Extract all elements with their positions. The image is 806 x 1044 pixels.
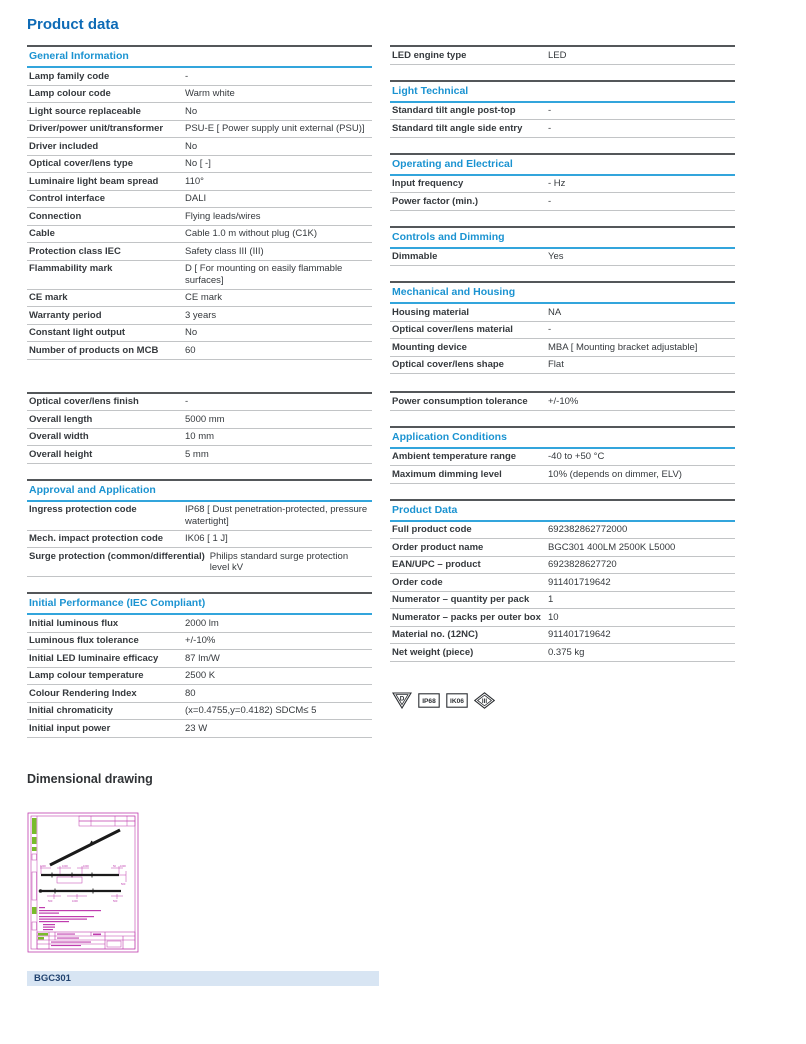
spec-label: Mech. impact protection code [29,533,164,544]
section-header: Light Technical [390,82,735,103]
svg-text:IK06: IK06 [450,697,464,705]
section-header: Initial Performance (IEC Compliant) [27,594,372,615]
section-header: General Information [27,47,372,68]
spec-value: DALI [185,193,207,204]
spec-row [27,208,372,226]
svg-text:D: D [399,694,405,702]
spec-row [390,249,735,267]
spec-row [27,325,372,343]
spec-row [27,226,372,244]
svg-text:500: 500 [113,899,118,903]
spec-row [27,531,372,549]
spec-label: Lamp family code [29,70,110,82]
spec-value: - [548,105,552,116]
spec-value: PSU-E [ Power supply unit external (PSU)] [185,123,365,134]
spec-value: 87 lm/W [185,652,220,664]
spec-label: Control interface [29,193,106,204]
spec-label: Connection [29,210,82,222]
spec-value: Philips standard surge protection level kV [209,550,349,573]
spec-section-light-technical [390,80,735,138]
spec-row [27,173,372,191]
spec-label: Power factor (min.) [392,195,479,207]
spec-sections-right [390,45,735,662]
spec-label: Optical cover/lens shape [392,359,504,370]
spec-value: Safety class III (III) [185,245,264,257]
spec-label: Optical cover/lens finish [29,396,139,407]
spec-row [27,446,372,464]
spec-value: 0.375 kg [548,646,585,658]
spec-row [390,466,735,484]
spec-row [390,449,735,467]
spec-row [390,627,735,645]
spec-section-mechanical-and-housing [390,281,735,374]
spec-value: 911401719642 [548,576,611,588]
spec-label: Initial luminous flux [29,617,119,629]
spec-value: 110° [185,175,204,187]
svg-text:1000: 1000 [62,864,68,868]
spec-row [390,322,735,340]
spec-label: Order product name [392,541,484,553]
flammability-d-icon [392,692,412,709]
spec-label: Driver included [29,140,99,152]
spec-value: 692382862772000 [548,524,628,535]
drawing-caption-bar: BGC301 [27,971,379,986]
spec-value: (x=0.4755,y=0.4182) SDCM≤ 5 [185,705,317,716]
spec-value: 23 W [185,722,208,734]
spec-section-approval-and-application [27,479,372,578]
svg-text:1000: 1000 [83,864,89,868]
spec-row [27,138,372,156]
spec-label: Initial chromaticity [29,705,113,716]
spec-row [27,429,372,447]
spec-value: 60 [185,344,196,356]
spec-section-continuation [390,45,735,65]
spec-row [27,685,372,703]
spec-row [27,633,372,651]
spec-column-right [390,45,735,709]
spec-row [27,191,372,209]
spec-label: Light source replaceable [29,105,141,117]
spec-row [27,156,372,174]
spec-value: No [185,105,198,117]
spec-row [27,103,372,121]
spec-section-general-information [27,45,372,360]
spec-row [390,644,735,662]
spec-label: Material no. (12NC) [392,629,479,640]
spec-value: 1 [548,594,554,605]
spec-label: Warranty period [29,309,102,321]
spec-row [27,394,372,412]
spec-row [27,307,372,325]
spec-value: - [548,324,552,335]
spec-columns [27,45,779,738]
spec-label: Dimmable [392,251,438,262]
spec-row [27,720,372,738]
spec-row [27,86,372,104]
dimensional-drawing-section [27,772,779,986]
section-header: Operating and Electrical [390,155,735,176]
spec-label: Input frequency [392,178,464,189]
spec-value: - [548,122,552,134]
spec-label: Power consumption tolerance [392,395,528,407]
spec-value: 5 mm [185,448,209,460]
spec-value: 80 [185,687,196,699]
spec-row [390,304,735,322]
spec-value: 10 mm [185,431,215,442]
spec-label: Number of products on MCB [29,344,159,356]
spec-value: Warm white [185,88,235,99]
spec-row [27,703,372,721]
svg-text:500: 500 [121,882,126,886]
spec-row [390,176,735,194]
spec-row [390,120,735,138]
spec-label: Overall width [29,431,89,442]
ip68-rating-icon [418,693,440,708]
spec-value: IP68 [ Dust penetration-protected, pressure watertight] [185,504,368,527]
spec-row [27,290,372,308]
section-header: Product Data [390,501,735,522]
dimensional-drawing-figure [27,812,779,958]
spec-section-product-data [390,499,735,662]
spec-row [390,574,735,592]
spec-value: -40 to +50 °C [548,451,605,462]
spec-label: CE mark [29,292,68,303]
spec-label: Luminous flux tolerance [29,635,139,646]
spec-label: Lamp colour temperature [29,670,144,681]
section-header: Approval and Application [27,481,372,502]
svg-text:50: 50 [113,864,116,868]
spec-section-continuation [390,391,735,411]
spec-label: Luminaire light beam spread [29,175,159,187]
spec-value: No [185,327,198,338]
svg-text:500: 500 [48,899,53,903]
spec-row [27,243,372,261]
spec-value: D [ For mounting on easily flammable surfaces] [185,263,343,286]
spec-value: 10 [548,611,559,623]
spec-row [390,103,735,121]
spec-label: Overall length [29,413,93,425]
page-title: Product data [27,16,119,33]
class-iii-icon [474,692,495,709]
spec-value: +/-10% [185,635,216,646]
spec-row [27,261,372,290]
spec-value: - [185,396,189,407]
spec-label: Standard tilt angle post-top [392,105,516,116]
spec-row [390,557,735,575]
spec-value: 2500 K [185,670,216,681]
svg-text:1000: 1000 [72,899,78,903]
spec-label: Initial input power [29,722,111,734]
svg-text:1000: 1000 [40,864,46,868]
spec-label: Overall height [29,448,93,460]
spec-row [390,539,735,557]
spec-label: EAN/UPC – product [392,559,481,570]
spec-label: Driver/power unit/transformer [29,123,164,134]
spec-value: CE mark [185,292,222,303]
spec-row [27,502,372,531]
spec-value: 10% (depends on dimmer, ELV) [548,468,682,480]
spec-label: Surge protection (common/differential) [29,550,205,562]
spec-row [390,609,735,627]
spec-row [390,193,735,211]
spec-label: Cable [29,228,55,239]
spec-label: Maximum dimming level [392,468,502,480]
spec-section-initial-performance-iec-compliant [27,592,372,738]
spec-section-application-conditions [390,426,735,484]
spec-value: NA [548,306,562,318]
spec-label: Ambient temperature range [392,451,517,462]
section-header: Mechanical and Housing [390,283,735,304]
spec-section-operating-and-electrical [390,153,735,211]
dimensional-drawing-title: Dimensional drawing [27,771,153,786]
spec-value: MBA [ Mounting bracket adjustable] [548,341,698,353]
dimensional-drawing-image [27,812,139,953]
spec-row [390,393,735,411]
spec-row [27,668,372,686]
spec-label: Standard tilt angle side entry [392,122,523,134]
spec-label: Full product code [392,524,472,535]
spec-value: - [185,70,189,82]
spec-row [27,548,372,577]
spec-label: Lamp colour code [29,88,111,99]
spec-row [390,357,735,375]
spec-row [27,121,372,139]
spec-label: Protection class IEC [29,245,121,257]
spec-value: Flying leads/wires [185,210,261,222]
spec-column-left [27,45,372,738]
spec-label: LED engine type [392,49,467,61]
spec-label: Optical cover/lens material [392,324,513,335]
spec-value: No [ -] [185,158,211,169]
spec-label: Numerator – packs per outer box [392,611,541,623]
svg-text:III: III [481,697,488,705]
spec-label: Colour Rendering Index [29,687,137,699]
spec-value: Flat [548,359,564,370]
spec-value: +/-10% [548,395,579,407]
spec-section-controls-and-dimming [390,226,735,267]
spec-label: Optical cover/lens type [29,158,134,169]
spec-value: - Hz [548,178,566,189]
spec-label: Housing material [392,306,470,318]
spec-label: Initial LED luminaire efficacy [29,652,159,664]
section-header: Controls and Dimming [390,228,735,249]
spec-label: Flammability mark [29,263,113,274]
section-header: Application Conditions [390,428,735,449]
spec-label: Ingress protection code [29,504,137,515]
spec-value: BGC301 400LM 2500K L5000 [548,541,676,553]
spec-value: IK06 [ 1 J] [185,533,228,544]
spec-value: No [185,140,198,152]
spec-value: Yes [548,251,564,262]
spec-value: LED [548,49,567,61]
spec-value: Cable 1.0 m without plug (C1K) [185,228,318,239]
spec-row [27,411,372,429]
ik06-rating-icon [446,693,468,708]
spec-label: Constant light output [29,327,126,338]
spec-row [27,68,372,86]
spec-label: Order code [392,576,443,588]
spec-row [390,592,735,610]
spec-value: 911401719642 [548,629,611,640]
spec-label: Net weight (piece) [392,646,474,658]
spec-row [390,522,735,540]
spec-row [27,650,372,668]
spec-value: 3 years [185,309,217,321]
spec-value: 6923828627720 [548,559,617,570]
certification-icons-row [390,692,735,709]
spec-label: Mounting device [392,341,467,353]
svg-text:IP68: IP68 [422,697,436,705]
spec-value: 2000 lm [185,617,219,629]
spec-label: Numerator – quantity per pack [392,594,530,605]
svg-text:1000: 1000 [120,864,126,868]
spec-section-continuation [27,392,372,464]
spec-row [27,615,372,633]
spec-row [390,339,735,357]
spec-row [390,47,735,65]
spec-value: - [548,195,552,207]
spec-value: 5000 mm [185,413,225,425]
spec-row [27,342,372,360]
